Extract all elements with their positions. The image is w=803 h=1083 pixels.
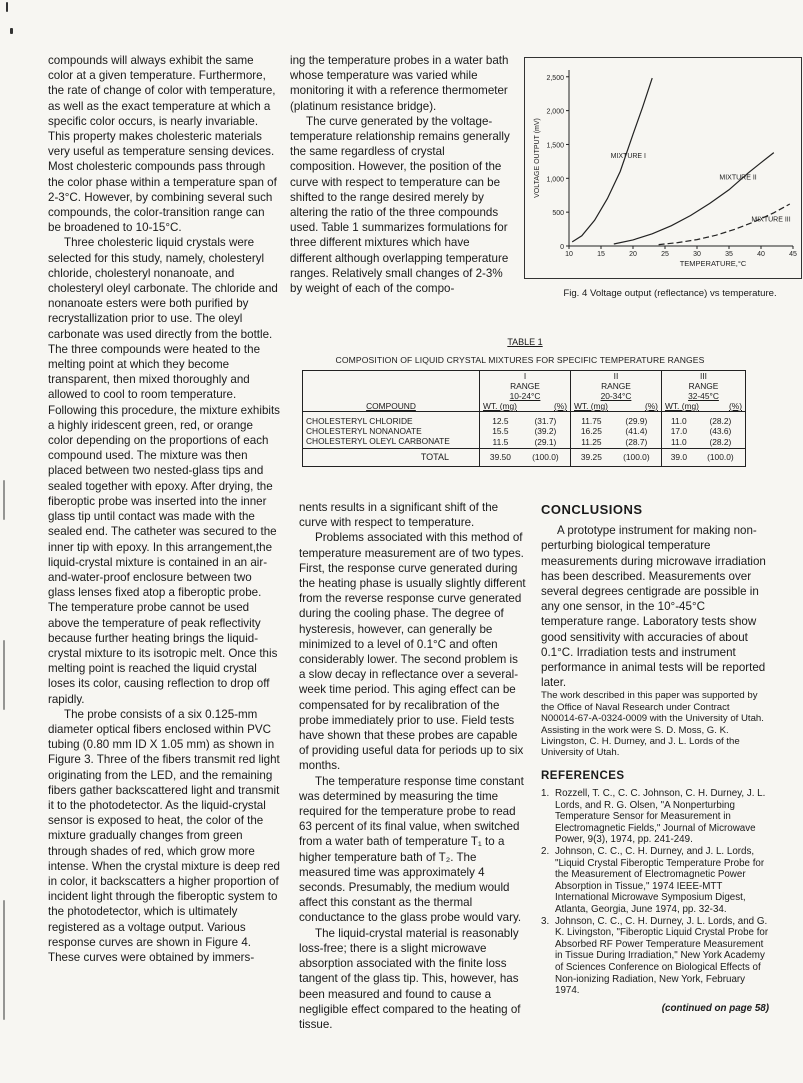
reference-item: 3. Johnson, C. C., C. H. Durney, J. L. Lords, and G. K. Livingston, "Fiberoptic Liquid Crystal Probe for Absorbed RF Power Temperature Measurement in Tissue During Irradiation," New York Academy of Sciences Conference on Biological Effects of Non-ionizing Radiation, New York, February 1974. [541, 915, 769, 997]
figure-caption: Fig. 4 Voltage output (reflectance) vs temperature. [563, 288, 777, 299]
cell: (29.1) [534, 436, 557, 447]
table-header-group-1: I RANGE 10-24°C WT. (mg) (%) [480, 371, 571, 412]
column-2-top [290, 53, 512, 296]
paragraph: compounds will always exhibit the same color at a given temperature. Furthermore, the rate of change of color with temperature, as well as the exact temperature at which a specific color occurs, is nearly invariable. This property makes cholesteric materials very useful as temperature sensing devices. Most cholesteric compounds pass through the color phase within a temperature span of 2-3°C. However, by combining several such compounds, the color-transition range can be broadened to 10-15°C. [48, 54, 277, 235]
x-tick-label: 30 [693, 251, 701, 258]
paragraph: The temperature response time constant was determined by measuring the time required for the temperature probe to read 63 percent of its final value, when switched from a water bath of temperature T₁ to a higher temperature bath of T₂. The measured time was approximately 4 seconds. Presumably, the medium would affect this constant as the thermal conductance to the glass probe would vary. [299, 774, 524, 925]
total-label: TOTAL [303, 448, 480, 466]
cell: 17.0 [661, 426, 695, 436]
cell: (39.2) [534, 425, 557, 436]
table-row [303, 416, 746, 426]
table-total-row [303, 448, 746, 466]
cell: (41.4) [625, 425, 648, 436]
y-tick-label: 0 [560, 244, 564, 251]
series-line-3 [659, 204, 790, 245]
series-line-1 [572, 78, 652, 242]
scan-mark [6, 2, 8, 12]
cell: (29.9) [625, 415, 648, 426]
paragraph: The curve generated by the voltage-temperature relationship remains generally the same regardless of crystal composition. However, the position of the curve with respect to temperature can be shifted to the range desired merely by altering the ratio of the three compounds used. Table 1 summarizes formulations for three different mixtures which have different although overlapping temperature ranges. Relatively small changes of 2-3% by weight of each of the compo- [290, 114, 510, 296]
x-tick-label: 10 [565, 251, 573, 258]
paragraph: ing the temperature probes in a water bath whose temperature was varied while monitoring it with a reference thermometer (platinum resistance bridge). [290, 54, 509, 113]
reference-item: 1. Rozzell, T. C., C. C. Johnson, C. H. Durney, J. L. Lords, and R. G. Olsen, "A Nonperturbing Temperature Sensor for Measurement in Electromagnetic Fields," Journal of Microwave Power, 9(3), 1974, pp. 241-249. [541, 788, 766, 846]
cell: 39.25 [570, 448, 611, 466]
column-1 [48, 53, 280, 965]
cell: 15.5 [480, 426, 521, 436]
x-tick-label: 15 [597, 251, 605, 258]
x-tick-label: 25 [661, 251, 669, 258]
table-row [303, 426, 746, 436]
row-compound: CHOLESTERYL CHLORIDE [303, 416, 480, 426]
cell: 39.0 [661, 448, 695, 466]
table-header-compound: COMPOUND [303, 371, 480, 412]
cell: (43.6) [696, 426, 746, 436]
cell: (28.7) [625, 436, 648, 447]
reference-item: 2. Johnson, C. C., C. H. Durney, and J. L. Lords, "Liquid Crystal Fiberoptic Temperature Probe for the Measurement of Electromagnetic Power Absorption in Tissue," 1974 IEEE-MTT International Microwave Symposium Digest, Atlanta, Georgia, June 1974, pp. 32-34. [541, 846, 765, 916]
scan-mark [3, 640, 5, 710]
y-tick-label: 1,000 [546, 176, 564, 184]
cell: (100.0) [623, 452, 650, 462]
cell: (31.7) [534, 415, 557, 426]
series-label-2: MIXTURE II [719, 174, 757, 182]
x-tick-label: 40 [757, 251, 765, 258]
conclusions-heading: CONCLUSIONS [541, 502, 643, 517]
cell: 11.25 [570, 436, 611, 449]
paragraph: The liquid-crystal material is reasonably loss-free; there is a slight microwave absorption associated with the finite loss tangent of the glass tip. This, however, has been measured and found to cause a negligible effect compared to the heating of tissue. [299, 926, 521, 1031]
continued-note: (continued on page 58) [661, 1002, 769, 1014]
y-axis-label: VOLTAGE OUTPUT (mV) [534, 118, 541, 198]
composition-table [302, 370, 746, 467]
column-2-bottom [299, 500, 527, 1032]
column-3 [541, 500, 769, 1016]
scan-mark [3, 900, 5, 1020]
references-heading: REFERENCES [541, 769, 625, 782]
y-tick-label: 2,000 [546, 108, 564, 116]
conclusions-paragraph: A prototype instrument for making non-perturbing biological temperature measurements during microwave irradiation has been described. Measurements over several degrees centigrade are possible in any one sensor, in the 10°-45°C temperature range. Laboratory tests show good sensitivity with accuracies of about 0.1°C. Irradiation tests and instrument performance in animal tests will be reported later. [541, 524, 766, 690]
reference-list [541, 788, 769, 997]
cell: (100.0) [532, 452, 559, 462]
figure-4-chart [524, 57, 802, 279]
series-label-1: MIXTURE I [610, 153, 646, 160]
cell: 16.25 [570, 426, 611, 436]
paragraph: Problems associated with this method of temperature measurement are of two types. First, the response curve generated during the heating phase is usually slightly different from the reverse response curve generated during the cooling phase. The degree of hysteresis, however, can generally be minimized to a level of 0.1°C and often considerably lower. The second problem is a slow decay in reflectance over a several-week time period. This aging effect can be compensated for by recalibration of the probe immediately prior to use. Field tests have shown that these probes are capable of providing useful data for periods up to six months. [299, 531, 526, 773]
y-tick-label: 1,500 [546, 142, 564, 150]
x-tick-label: 35 [725, 251, 733, 258]
paragraph: Three cholesteric liquid crystals were selected for this study, namely, cholesteryl chloride, cholesteryl nonanoate, and cholesteryl oleyl carbonate. The chloride and nonanoate esters were both purified by recrystallization prior to use. The oleyl carbonate was used directly from the bottle. The three compounds were heated to the melting point at which they become transparent, then mixed thoroughly and allowed to cool to room temperature. Following this procedure, the mixture exhibits a highly iridescent green, red, or orange color depending on the proportions of each compound used. The mixture was then placed between two nested-glass tips and sealed together with epoxy. After drying, the fiberoptic probe was inserted into the inner glass tip until contact was made with the sealed end. The catheter was secured to the inner tip with epoxy. In this arrangement,the liquid-crystal mixture is contained in an air-and-water-proof enclosure between two glass lenses fixed atop a fiberoptic probe. The temperature probe cannot be used above the temperature of peak reflectivity because further heating brings the liquid-crystal mixture to its isotropic melt. Once this melting point is reached the liquid crystal loses its color, causing reflection to drop off rapidly. [48, 236, 280, 706]
cell: (100.0) [696, 448, 746, 466]
x-tick-label: 45 [789, 251, 797, 258]
cell: 12.5 [480, 416, 521, 426]
cell: 11.75 [570, 416, 611, 426]
cell: 11.5 [480, 436, 521, 449]
table-subtitle: COMPOSITION OF LIQUID CRYSTAL MIXTURES FOR SPECIFIC TEMPERATURE RANGES [335, 355, 705, 365]
table-title: TABLE 1 [507, 337, 543, 347]
series-label-3: MIXTURE III [751, 216, 791, 224]
table-row [303, 436, 746, 449]
x-tick-label: 20 [629, 251, 637, 258]
x-axis-label: TEMPERATURE,°C [679, 259, 747, 268]
acknowledgment: The work described in this paper was supported by the Office of Naval Research under Contract N00014-67-A-0324-0009 with the University of Utah. Assisting in the work were S. D. Moss, G. K. Livingston, C. H. Durney, and J. L. Lords of the University of Utah. [541, 690, 764, 759]
chart-svg [525, 58, 801, 278]
paragraph: The probe consists of a six 0.125-mm diameter optical fibers enclosed within PVC tubing (0.80 mm ID X 1.05 mm) as shown in Figure 3. Three of the fibers transmit red light originating from the LED, and the remaining fibers gather backscattered light and transmit it to the photodetector. As the liquid-crystal sensor is exposed to heat, the color of the mixture gradually changes from green through shades of red, which grow more intense. When the crystal mixture is deep red in color, it backscatters a higher proportion of incident light through the fiberoptic system to the photodetector, which is ultimately registered as a voltage output. Various response curves are shown in Figure 4. These curves were obtained by immers- [48, 707, 280, 964]
scan-mark [10, 28, 13, 34]
paragraph: nents results in a significant shift of the curve with respect to temperature. [299, 501, 499, 530]
cell: 39.50 [480, 448, 521, 466]
y-tick-label: 2,500 [546, 74, 564, 82]
y-tick-label: 500 [552, 210, 564, 218]
cell: (28.2) [696, 416, 746, 426]
cell: 11.0 [661, 416, 695, 426]
cell: 11.0 [661, 436, 695, 449]
scan-mark [3, 480, 5, 520]
series-line-2 [614, 153, 774, 244]
row-compound: CHOLESTERYL NONANOATE [303, 426, 480, 436]
row-compound: CHOLESTERYL OLEYL CARBONATE [303, 436, 480, 449]
table-header-group-3: III RANGE 32-45°C WT. (mg) (%) [661, 371, 745, 412]
table-header-group-2: II RANGE 20-34°C WT. (mg) (%) [570, 371, 661, 412]
cell: (28.2) [696, 436, 746, 449]
